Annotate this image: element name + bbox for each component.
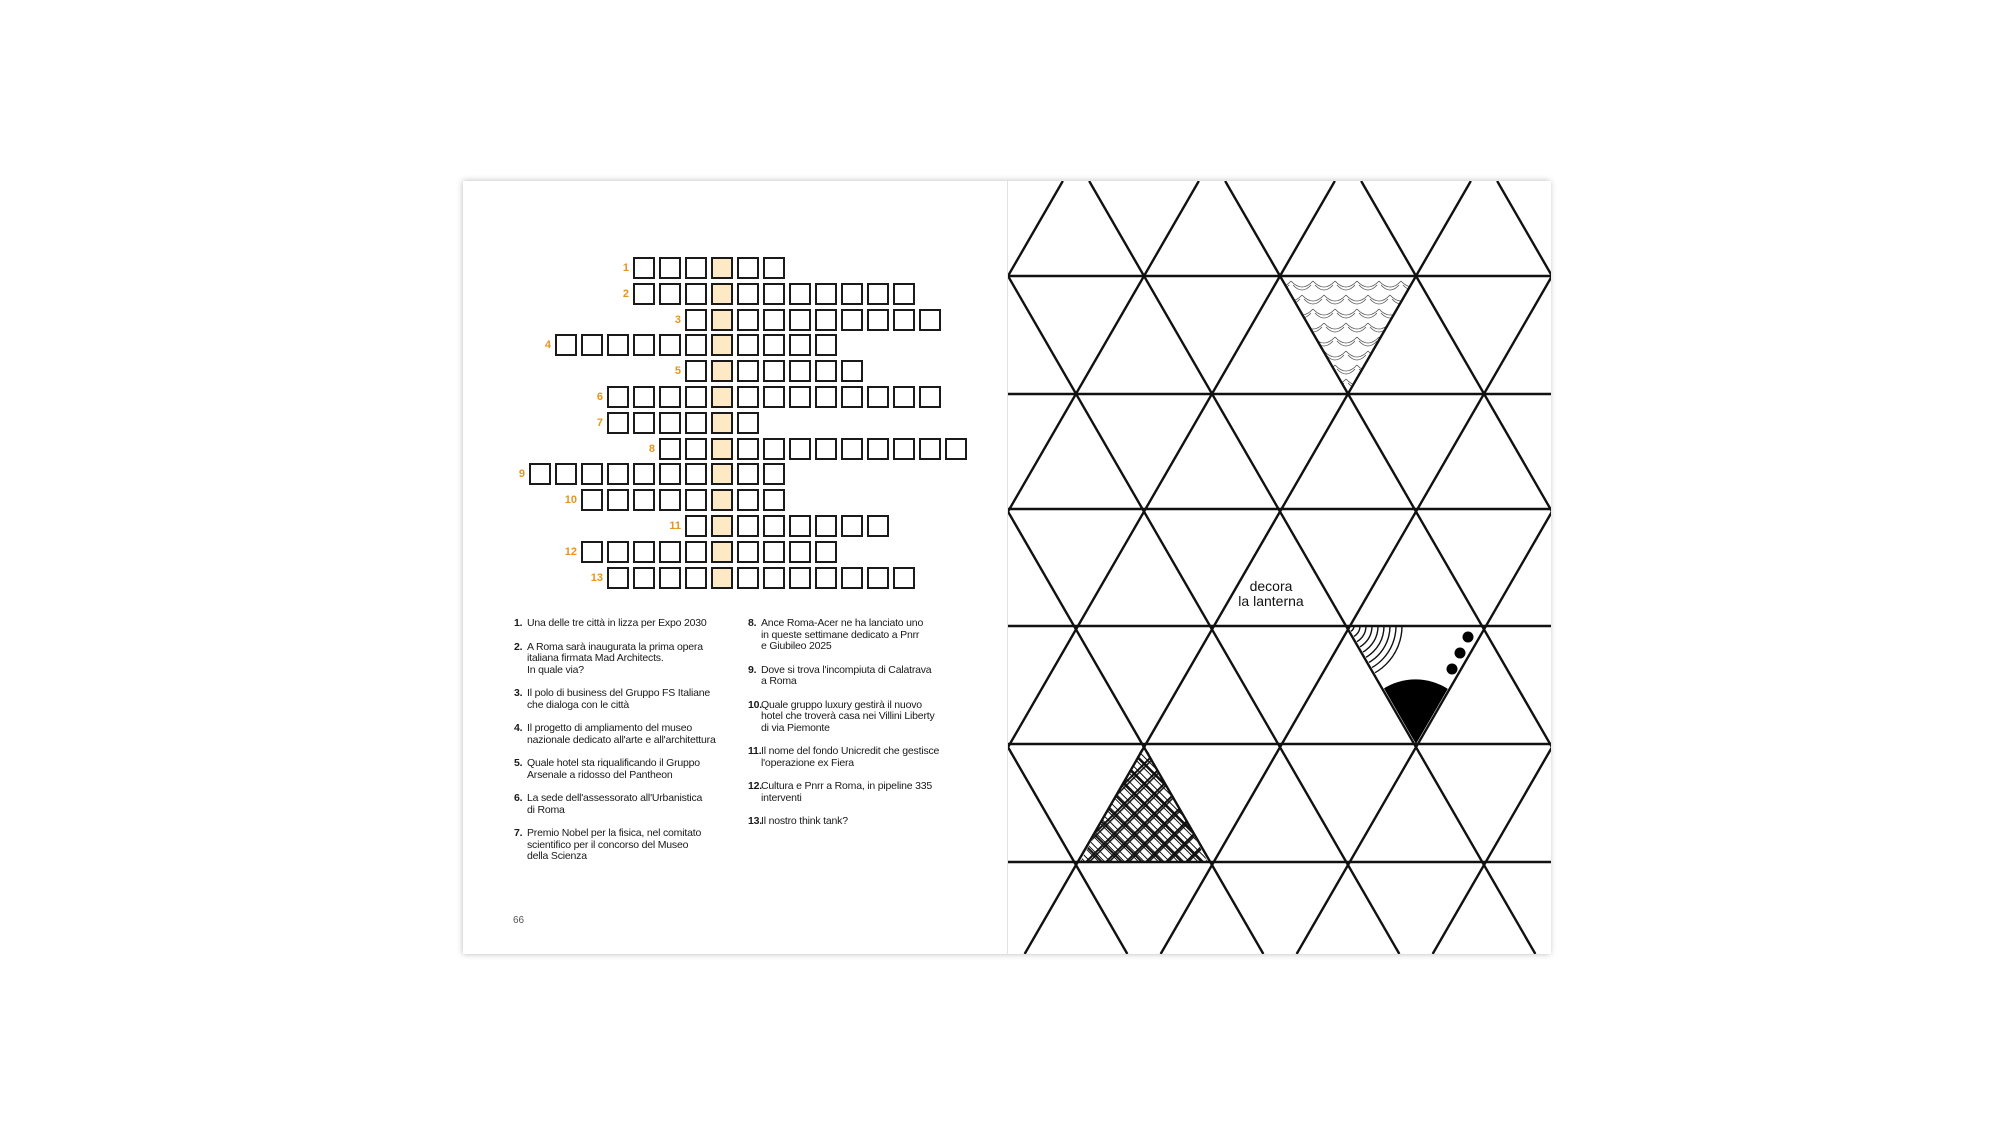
- grid-diagonal-line: [1089, 181, 1144, 276]
- crossword-cell[interactable]: [789, 283, 811, 305]
- crossword-cell[interactable]: [763, 309, 785, 331]
- crossword-cell[interactable]: [737, 567, 759, 589]
- crossword-cell[interactable]: [893, 309, 915, 331]
- crossword-cell[interactable]: [789, 334, 811, 356]
- clue-number: 9.: [748, 663, 757, 676]
- grid-diagonal-line: [1497, 181, 1551, 276]
- grid-diagonal-line: [1297, 276, 1551, 954]
- crossword-cell[interactable]: [737, 515, 759, 537]
- crossword-cell[interactable]: [763, 386, 785, 408]
- crossword-cell[interactable]: [659, 386, 681, 408]
- crossword-cell[interactable]: [789, 386, 811, 408]
- crossword-cell[interactable]: [763, 438, 785, 460]
- crossword-cell[interactable]: [737, 360, 759, 382]
- grid-diagonal-line: [1144, 181, 1199, 276]
- crossword-cell[interactable]: [789, 309, 811, 331]
- crossword-cell[interactable]: [581, 541, 603, 563]
- crossword-cell[interactable]: [893, 438, 915, 460]
- crossword-clue: [514, 828, 732, 863]
- crossword-clue: [514, 723, 732, 746]
- crossword-row-number: 13: [590, 571, 603, 584]
- crossword-cell[interactable]: [815, 360, 837, 382]
- crossword-cell[interactable]: [815, 334, 837, 356]
- crossword-cell[interactable]: [737, 386, 759, 408]
- triangle-grid-lines: [1008, 181, 1551, 954]
- crossword-cell[interactable]: [711, 386, 733, 408]
- crossword-cell[interactable]: [841, 567, 863, 589]
- crossword-row-number: 5: [674, 365, 681, 378]
- crossword-cell[interactable]: [763, 541, 785, 563]
- crossword-cell[interactable]: [607, 541, 629, 563]
- crossword-cell[interactable]: [893, 386, 915, 408]
- crossword-row-number: 2: [622, 287, 629, 300]
- grid-diagonal-line: [1280, 276, 1551, 954]
- crossword-row-number: 12: [564, 545, 577, 558]
- crossword-cell[interactable]: [685, 541, 707, 563]
- crossword-clue: [514, 793, 732, 816]
- crossword-clue: [514, 688, 732, 711]
- crossword-row-number: 7: [596, 416, 603, 429]
- clue-number: 5.: [514, 757, 523, 769]
- crossword-cell[interactable]: [659, 567, 681, 589]
- clue-number: 11.: [748, 745, 762, 757]
- crossword-cell[interactable]: [711, 309, 733, 331]
- crossword-clue: [748, 746, 963, 769]
- crossword-cell[interactable]: [659, 334, 681, 356]
- crossword-cell[interactable]: [607, 412, 629, 434]
- crossword-cell[interactable]: [893, 567, 915, 589]
- grid-diagonal-line: [1361, 181, 1416, 276]
- crossword-cell[interactable]: [711, 541, 733, 563]
- crossword-cell[interactable]: [815, 309, 837, 331]
- crossword-cell[interactable]: [945, 438, 967, 460]
- lantern-title: decora la lanterna: [1238, 578, 1304, 609]
- crossword-cell[interactable]: [711, 567, 733, 589]
- clue-text: La sede dell'assessorato all'Urbanistica di Roma: [527, 792, 703, 816]
- crossword-cell[interactable]: [919, 309, 941, 331]
- clue-text: Il nome del fondo Unicredit che gestisce l'operazione ex Fiera: [761, 745, 940, 769]
- crossword-cell[interactable]: [607, 463, 629, 485]
- crossword-row-number: 9: [518, 468, 525, 481]
- crossword-cell[interactable]: [789, 515, 811, 537]
- crossword-cell[interactable]: [581, 463, 603, 485]
- crossword-cell[interactable]: [867, 567, 889, 589]
- crossword-cell[interactable]: [633, 412, 655, 434]
- crossword-cell[interactable]: [711, 463, 733, 485]
- crossword-row-number: 6: [596, 391, 603, 403]
- crossword-cell[interactable]: [711, 283, 733, 305]
- crossword-cell[interactable]: [685, 386, 707, 408]
- crossword-cell[interactable]: [555, 334, 577, 356]
- crossword-cell[interactable]: [867, 515, 889, 537]
- crossword-cell[interactable]: [737, 283, 759, 305]
- crossword-cell[interactable]: [737, 257, 759, 279]
- crossword-clue: [514, 618, 732, 630]
- clues-column-right: [748, 618, 963, 840]
- crossword-cell[interactable]: [737, 541, 759, 563]
- crossword-cell[interactable]: [659, 257, 681, 279]
- crossword-cell[interactable]: [737, 489, 759, 511]
- crossword-cell[interactable]: [919, 438, 941, 460]
- crossword-cell[interactable]: [815, 386, 837, 408]
- crossword-cell[interactable]: [659, 412, 681, 434]
- crossword-cell[interactable]: [711, 360, 733, 382]
- crossword-cell[interactable]: [633, 283, 655, 305]
- crossword-cell[interactable]: [685, 360, 707, 382]
- crossword-clue: [748, 700, 963, 735]
- crossword-clue: [748, 781, 963, 804]
- crossword-clue: [748, 665, 963, 688]
- clue-text: Quale gruppo luxury gestirà il nuovo hotel che troverà casa nei Villini Liberty di via Piemonte: [761, 698, 935, 734]
- clue-text: Il progetto di ampliamento del museo nazionale dedicato all'arte e all'architettura: [527, 722, 716, 746]
- grid-diagonal-line: [1416, 276, 1551, 954]
- crossword-cell[interactable]: [581, 334, 603, 356]
- crossword-cell[interactable]: [685, 309, 707, 331]
- crossword-cell[interactable]: [815, 515, 837, 537]
- clue-text: Premio Nobel per la fisica, nel comitato scientifico per il concorso del Museo della Scienza: [527, 827, 702, 862]
- crossword-cell[interactable]: [867, 438, 889, 460]
- crossword-cell[interactable]: [659, 541, 681, 563]
- crossword-cell[interactable]: [607, 489, 629, 511]
- crossword-cell[interactable]: [659, 463, 681, 485]
- magazine-spread: [463, 181, 1550, 954]
- crossword-cell[interactable]: [841, 515, 863, 537]
- clue-number: 13.: [748, 815, 762, 827]
- crossword-cell[interactable]: [659, 438, 681, 460]
- crossword-row-number: 4: [544, 339, 551, 352]
- clue-text: Quale hotel sta riqualificando il Gruppo Arsenale a ridosso del Pantheon: [527, 757, 700, 781]
- grid-diagonal-line: [1280, 181, 1335, 276]
- crossword-row-number: 8: [648, 442, 655, 455]
- crossword-cell[interactable]: [789, 438, 811, 460]
- crossword-cell[interactable]: [763, 334, 785, 356]
- crossword-cell[interactable]: [711, 438, 733, 460]
- crossword-cell[interactable]: [685, 412, 707, 434]
- crossword-cell[interactable]: [893, 283, 915, 305]
- clues-column-left: [514, 618, 732, 875]
- crossword-clue: [748, 816, 963, 828]
- crossword-cell[interactable]: [763, 283, 785, 305]
- crossword-cell[interactable]: [815, 283, 837, 305]
- wave-pattern-triangle[interactable]: [1247, 281, 1456, 402]
- clue-number: 7.: [514, 827, 523, 839]
- crossword-row-number: 1: [622, 262, 629, 274]
- crossword-cell[interactable]: [737, 334, 759, 356]
- crossword-cell[interactable]: [607, 567, 629, 589]
- crossword-cell[interactable]: [711, 412, 733, 434]
- page-number: 66: [513, 915, 525, 926]
- crossword-cell[interactable]: [685, 515, 707, 537]
- crossword-cell[interactable]: [685, 257, 707, 279]
- crossword-cell[interactable]: [633, 463, 655, 485]
- crossword-cell[interactable]: [763, 463, 785, 485]
- clue-text: A Roma sarà inaugurata la prima opera italiana firmata Mad Architects. In quale via?: [527, 640, 703, 676]
- crossword-cell[interactable]: [711, 515, 733, 537]
- grid-diagonal-line: [1225, 181, 1280, 276]
- left-page: [463, 181, 1007, 954]
- clue-text: Dove si trova l'incompiuta di Calatrava a Roma: [761, 663, 932, 687]
- clue-number: 6.: [514, 792, 523, 804]
- crossword-cell[interactable]: [841, 438, 863, 460]
- crossword-cell[interactable]: [737, 438, 759, 460]
- crossword-cell[interactable]: [815, 438, 837, 460]
- crossword-cell[interactable]: [867, 386, 889, 408]
- crossword-cell[interactable]: [867, 309, 889, 331]
- clue-number: 4.: [514, 722, 523, 734]
- crossword-clue: [514, 758, 732, 781]
- crossword-cell[interactable]: [841, 309, 863, 331]
- right-page: [1007, 181, 1551, 954]
- crossword-cell[interactable]: [581, 489, 603, 511]
- crossword-cell[interactable]: [763, 489, 785, 511]
- crossword-cell[interactable]: [685, 283, 707, 305]
- crossword-cell[interactable]: [763, 567, 785, 589]
- clue-number: 2.: [514, 640, 523, 653]
- clue-number: 3.: [514, 687, 523, 699]
- crossword-clue: [748, 618, 963, 653]
- crossword-cell[interactable]: [815, 567, 837, 589]
- crossword-cell[interactable]: [789, 360, 811, 382]
- clue-text: Il nostro think tank?: [761, 815, 848, 827]
- clue-number: 1.: [514, 617, 523, 629]
- crossword-cell[interactable]: [841, 386, 863, 408]
- crossword-cell[interactable]: [711, 334, 733, 356]
- crossword-cell[interactable]: [633, 334, 655, 356]
- crossword-cell[interactable]: [555, 463, 577, 485]
- crossword-cell[interactable]: [633, 489, 655, 511]
- crossword-cell[interactable]: [737, 309, 759, 331]
- crossword-cell[interactable]: [737, 463, 759, 485]
- crossword-cell[interactable]: [841, 360, 863, 382]
- crossword-cell[interactable]: [841, 283, 863, 305]
- crossword-cell[interactable]: [633, 541, 655, 563]
- crossword-cell[interactable]: [607, 386, 629, 408]
- crossword-cell[interactable]: [633, 567, 655, 589]
- clue-text: Cultura e Pnrr a Roma, in pipeline 335 interventi: [761, 780, 932, 804]
- crossword-cell[interactable]: [763, 515, 785, 537]
- crossword-cell[interactable]: [789, 567, 811, 589]
- crossword-clue: [514, 642, 732, 677]
- crossword-cell[interactable]: [711, 257, 733, 279]
- triangle-lantern-pattern: [1008, 181, 1551, 954]
- clue-text: Una delle tre città in lizza per Expo 2030: [527, 617, 707, 629]
- crossword-cell[interactable]: [659, 283, 681, 305]
- crossword-cell[interactable]: [685, 334, 707, 356]
- crossword-cell[interactable]: [711, 489, 733, 511]
- crossword-cell[interactable]: [763, 257, 785, 279]
- crossword-cell[interactable]: [633, 386, 655, 408]
- crossword-cell[interactable]: [607, 334, 629, 356]
- crossword-cell[interactable]: [815, 541, 837, 563]
- arc-and-dots-triangle[interactable]: [1348, 626, 1474, 744]
- crossword-cell[interactable]: [685, 438, 707, 460]
- crossword-cell[interactable]: [737, 412, 759, 434]
- crossword-cell[interactable]: [633, 257, 655, 279]
- crossword-cell[interactable]: [685, 463, 707, 485]
- clue-text: Il polo di business del Gruppo FS Italiane che dialoga con le città: [527, 687, 711, 711]
- clue-number: 12.: [748, 780, 762, 792]
- crossword-cell[interactable]: [867, 283, 889, 305]
- crossword-cell[interactable]: [763, 360, 785, 382]
- crossword-cell[interactable]: [529, 463, 551, 485]
- crossword-row-number: 10: [564, 494, 577, 507]
- clue-number: 10.: [748, 698, 762, 711]
- crossword-cell[interactable]: [659, 489, 681, 511]
- clue-number: 8.: [748, 617, 757, 629]
- grid-diagonal-line: [1008, 181, 1063, 276]
- crossword-cell[interactable]: [685, 567, 707, 589]
- crossword-row-number: 11: [669, 520, 681, 532]
- crossword-row-number: 3: [674, 313, 681, 326]
- crossword-cell[interactable]: [919, 386, 941, 408]
- crossword-cell[interactable]: [789, 541, 811, 563]
- grid-diagonal-line: [1416, 181, 1471, 276]
- crossword-cell[interactable]: [685, 489, 707, 511]
- clue-text: Ance Roma-Acer ne ha lanciato uno in queste settimane dedicato a Pnrr e Giubileo 2025: [761, 617, 924, 652]
